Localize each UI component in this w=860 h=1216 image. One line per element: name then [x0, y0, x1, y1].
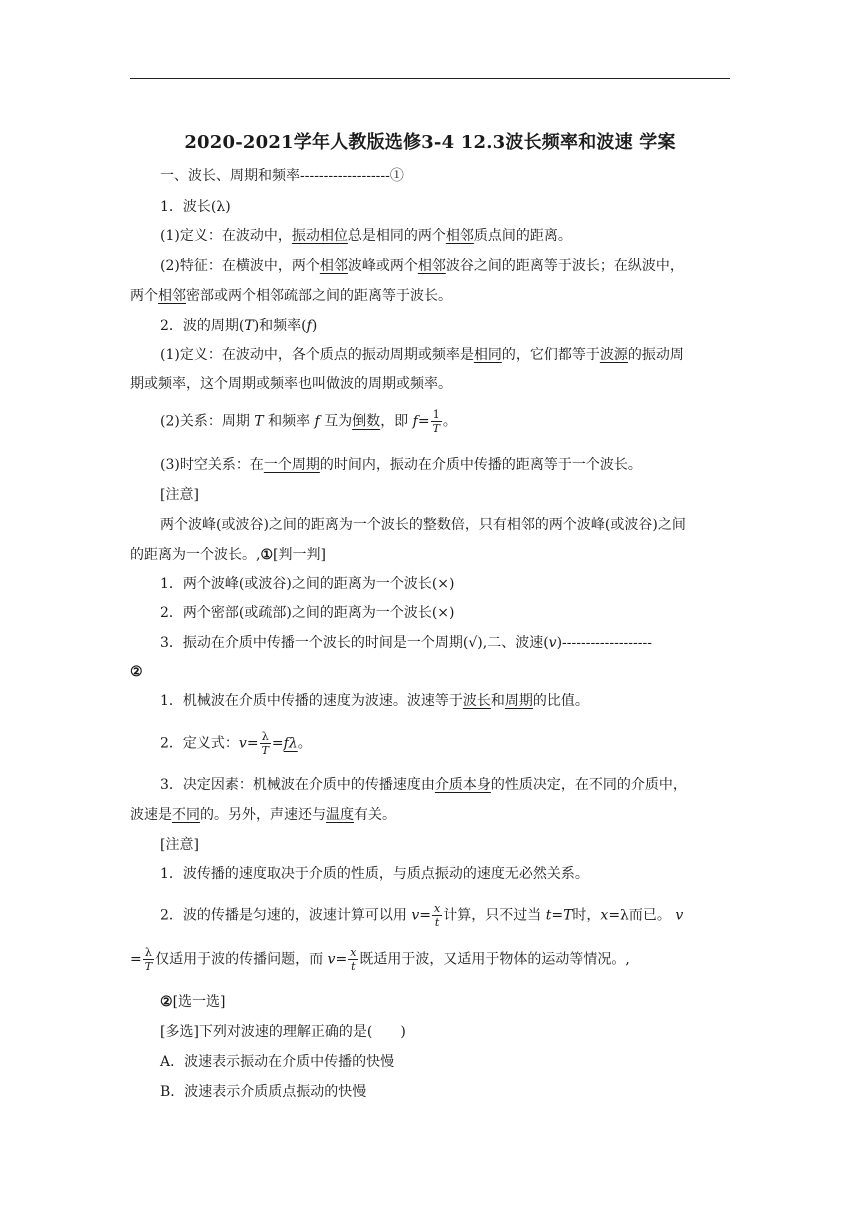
note-text-line1: 两个波峰(或波谷)之间的距离为一个波长的整数倍，只有相邻的两个波峰(或波谷)之间 [160, 517, 686, 533]
period-definition-line2: 期或频率，这个周期或频率也叫做波的周期或频率。 [130, 376, 452, 392]
fraction-x-over-t-2: $\frac{x}{t}$ [350, 946, 357, 973]
note-label-1: [注意] [160, 487, 199, 503]
note-text-line2: 的距离为一个波长。,①[判一判] [130, 547, 326, 563]
deciding-factor-line2: 波速是不同的。另外，声速还与温度有关。 [130, 807, 396, 823]
page-title: 2020-2021学年人教版选修3-4 12.3波长频率和波速 学案 [184, 132, 676, 153]
header-rule [130, 78, 730, 79]
section1-heading: 一、波长、周期和频率-------------------① [160, 168, 404, 184]
wavelength-feature-line1: (2)特征：在横波中，两个相邻波峰或两个相邻波谷之间的距离等于波长；在纵波中， [160, 258, 684, 274]
judge-item-3: 3．振动在介质中传播一个波长的时间是一个周期(√),二、波速(v)------------------- [160, 635, 652, 651]
wavelength-feature-line2: 两个相邻密部或两个相邻疏部之间的距离等于波长。 [130, 288, 452, 304]
fraction-lambda-over-T-2: $\frac{\lambda}{T}$ [144, 946, 153, 973]
judge-item-2: 2．两个密部(或疏部)之间的距离为一个波长(×) [160, 605, 455, 621]
fraction-x-over-t: $\frac{x}{t}$ [434, 902, 441, 929]
option-b: B．波速表示介质质点振动的快慢 [160, 1084, 367, 1100]
item1-heading: 1．波长(λ) [160, 199, 231, 215]
judge-item-1: 1．两个波峰(或波谷)之间的距离为一个波长(×) [160, 576, 455, 592]
note2-item-2-line2: = $\frac{\lambda}{T}$ 仅适用于波的传播问题，而 v= $\frac{x}{t}$ 既适用于波，又适用于物体的运动等情况。, [130, 946, 630, 973]
pick-one-label: ②[选一选] [160, 994, 226, 1010]
fraction-lambda-over-T: $\frac{\lambda}{T}$ [261, 730, 269, 757]
option-a: A．波速表示振动在介质中传播的快慢 [160, 1054, 395, 1070]
note2-item-1: 1．波传播的速度取决于介质的性质，与质点振动的速度无必然关系。 [160, 866, 589, 882]
note-label-2: [注意] [160, 837, 199, 853]
question-stem: [多选]下列对波速的理解正确的是( ) [160, 1024, 406, 1040]
fraction-1-over-T: $\frac{1}{T}$ [432, 408, 440, 435]
space-time-relation: (3)时空关系：在一个周期的时间内，振动在介质中传播的距离等于一个波长。 [160, 457, 642, 473]
deciding-factor-line1: 3．决定因素：机械波在介质中的传播速度由介质本身的性质决定，在不同的介质中， [160, 777, 687, 793]
section2-marker: ② [130, 664, 143, 680]
item2-heading: 2．波的周期(T)和频率(f) [160, 318, 318, 334]
wave-speed-formula: 2．定义式：v= $\frac{\lambda}{T}$ =fλ。 [160, 730, 312, 757]
wavelength-definition: (1)定义：在波动中，振动相位总是相同的两个相邻质点间的距离。 [160, 228, 572, 244]
note2-item-2-line1: 2．波的传播是匀速的，波速计算可以用 v= $\frac{x}{t}$ 计算，只不过当 t=T时，x=λ而已。 v [160, 902, 684, 929]
period-frequency-relation: (2)关系：周期 T 和频率 f 互为倒数，即 f= $\frac{1}{T}$ 。 [160, 408, 457, 435]
period-definition-line1: (1)定义：在波动中，各个质点的振动周期或频率是相同的，它们都等于波源的振动周 [160, 347, 684, 363]
wave-speed-definition: 1．机械波在介质中传播的速度为波速。波速等于波长和周期的比值。 [160, 693, 589, 709]
